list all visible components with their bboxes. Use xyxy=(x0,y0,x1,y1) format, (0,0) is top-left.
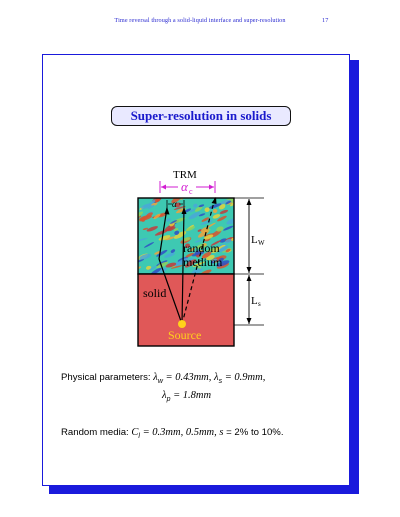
lambda-s-value: = 0.9mm, xyxy=(222,372,266,383)
lambda-p-value: = 1.8mm xyxy=(170,389,212,401)
running-head-title: Time reversal through a solid-liquid interface and super-resolution xyxy=(114,17,286,24)
ls-arrow-bottom xyxy=(247,318,252,324)
source-label: Source xyxy=(168,328,202,342)
slide-title: Super-resolution in solids xyxy=(111,106,291,126)
alpha-c-subscript: c xyxy=(189,187,193,196)
trm-label: TRM xyxy=(173,169,197,181)
physical-parameters-line-2 xyxy=(61,389,265,407)
lambda-w-symbol: λ xyxy=(153,372,158,383)
physical-parameters xyxy=(61,371,265,407)
ls-label: L xyxy=(251,295,258,307)
s-symbol: s xyxy=(219,427,224,438)
lambda-p-symbol: λ xyxy=(162,389,167,401)
random-medium-label-2: medium xyxy=(183,255,223,269)
physical-parameters-line-1 xyxy=(61,371,265,389)
physical-parameters-label: Physical parameters: xyxy=(61,372,151,383)
cl-value: = 0.3mm, 0.5mm, xyxy=(139,427,220,438)
page-number: 17 xyxy=(322,17,329,24)
source-point xyxy=(178,320,186,328)
solid-label: solid xyxy=(143,286,167,300)
lambda-w-value: = 0.43mm, xyxy=(162,372,215,383)
lambda-s-symbol: λ xyxy=(214,372,219,383)
cl-symbol: C xyxy=(131,427,139,438)
alpha-c-left-head xyxy=(161,185,166,190)
lw-arrow-bottom xyxy=(247,267,252,273)
random-medium-figure xyxy=(103,163,273,355)
lambda-s-sub: s xyxy=(218,377,223,385)
s-value: = 2% to 10%. xyxy=(223,427,284,438)
lw-label: L xyxy=(251,234,258,246)
lw-subscript: W xyxy=(258,239,265,247)
alpha-c-symbol: α xyxy=(181,179,188,194)
ls-subscript: s xyxy=(258,300,261,308)
random-media xyxy=(61,427,283,440)
random-medium-label-1: random xyxy=(183,241,220,255)
lw-arrow-top xyxy=(247,199,252,205)
alpha-symbol: α xyxy=(172,199,177,209)
slide-frame xyxy=(42,54,350,486)
alpha-c-right-head xyxy=(209,185,214,190)
cl-sub: l xyxy=(138,432,140,440)
lambda-p-sub: p xyxy=(166,395,171,403)
lambda-w-sub: w xyxy=(157,377,163,385)
ls-arrow-top xyxy=(247,275,252,281)
running-head xyxy=(0,17,400,24)
random-media-label: Random media: xyxy=(61,427,132,438)
